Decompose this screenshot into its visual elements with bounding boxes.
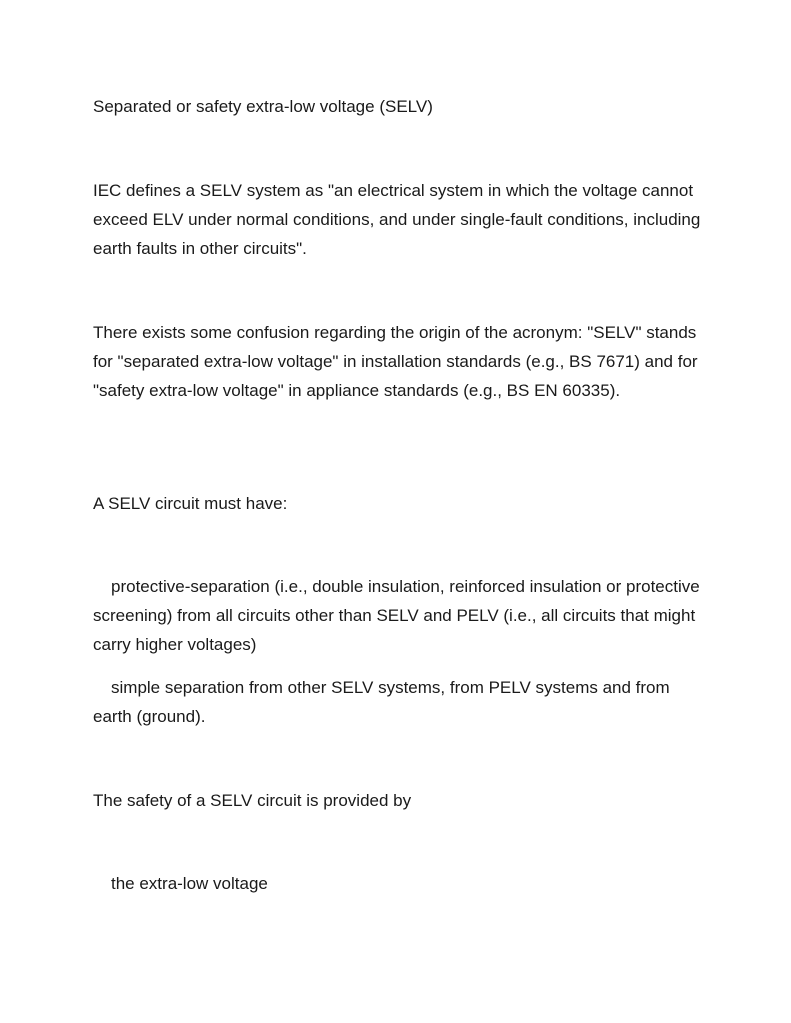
paragraph-selv-must-have: A SELV circuit must have: [93, 494, 288, 513]
safety-item-extra-low-voltage: the extra-low voltage [111, 874, 268, 893]
document-heading: Separated or safety extra-low voltage (SELV) [93, 97, 433, 116]
paragraph-acronym-origin: There exists some confusion regarding the origin of the acronym: "SELV" stands for "separated extra-low voltage" in installation standards (e.g., BS 7671) and for "safety extra-low voltage" in appliance standards (e.g., BS EN 60335). [93, 323, 698, 400]
requirement-item-simple-separation: simple separation from other SELV systems, from PELV systems and from earth (ground). [93, 678, 670, 726]
requirement-item-protective-separation: protective-separation (i.e., double insulation, reinforced insulation or protective screening) from all circuits other than SELV and PELV (i.e., all circuits that might carry higher voltages) [93, 577, 700, 654]
paragraph-safety-intro: The safety of a SELV circuit is provided by [93, 791, 412, 810]
paragraph-iec-definition: IEC defines a SELV system as "an electrical system in which the voltage cannot exceed ELV under normal conditions, and under single-fault conditions, including earth faults in other circuits". [93, 181, 701, 258]
